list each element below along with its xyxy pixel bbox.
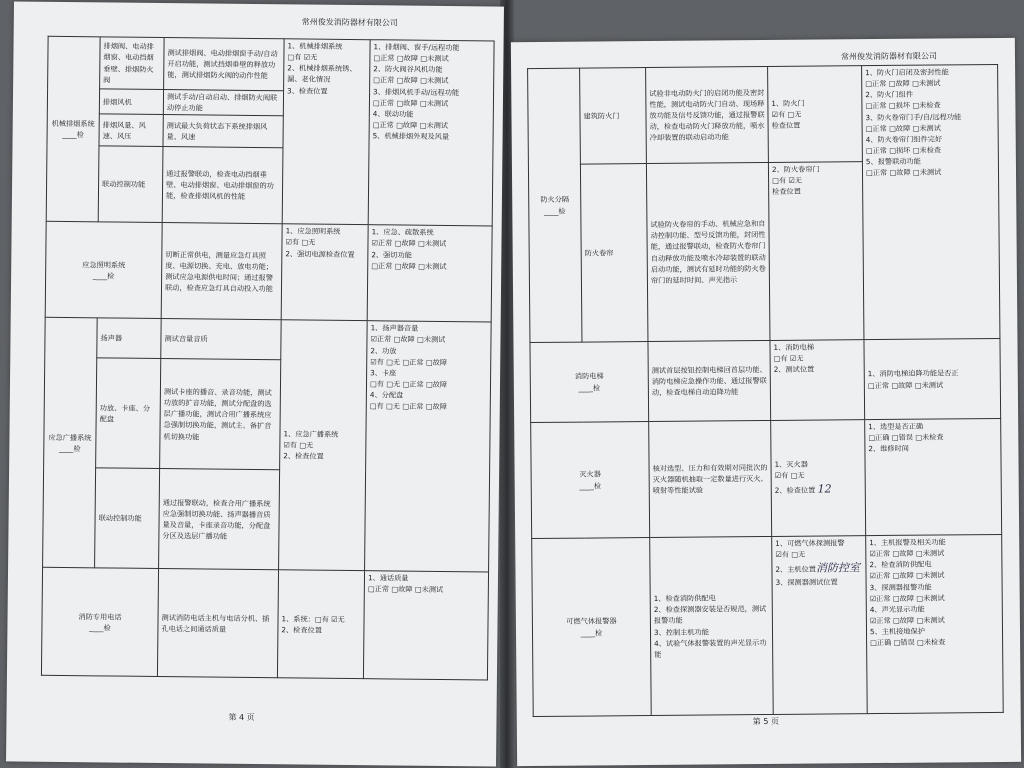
- result-cell: 1、扬声器音量 ☑正常 □故障 □未测试 2、功放 ☑有 □无 □正常 □故障 3、卡座 □有 □无 □正常 □故障 4、分配盘 □有 □无 □正常 □故障: [365, 321, 492, 572]
- section-smoke: 机械排烟系统 ____检: [46, 36, 100, 222]
- method-cell: 测试音量音质: [161, 319, 281, 360]
- item-cell: 功放、卡座、分配盘: [96, 358, 161, 469]
- check-cell: 2、防火卷帘门 □有 ☑无 检查位置: [768, 162, 864, 341]
- check-cell: 1、消防电梯 □有 ☑无 2、测试位置: [770, 340, 865, 421]
- result-cell: 1、应急、疏散系统 ☑正常 □故障 □未测试 2、强切功能 □正常 □故障 □未测试: [367, 225, 492, 322]
- table-row: [531, 418, 1002, 538]
- check-cell: 1、灭火器 ☑有 □无 2、检查位置 12: [771, 420, 866, 537]
- inspection-table-page4: [41, 36, 495, 681]
- method-cell: 试验非电动防火门的启闭功能及密封性能，测试电动防火门自动、现场释放功能及信号反馈功能，通过报警联动，检查电动防火门释放功能，喷水冷却装置的联动启动功能: [646, 66, 769, 163]
- table-row: [45, 222, 492, 323]
- item-cell: 排烟阀、电动排烟窗、电动挡烟垂壁、排烟防火阀: [100, 37, 165, 90]
- method-cell: 测试卡座的播音、录音功能，测试功放的扩音功能，测试分配盘的选层广播功能，测试合用广播系统应急强制切换功能，测试主、备扩音机切换功能: [160, 359, 281, 470]
- method-cell: 试验防火卷帘的手动、机械应急和自动控制功能、型号反馈功能，封闭性能，通过报警联动，检查防火卷帘门自动释放功能及喷水冷却装置的联动启动功能，测试有延时功能的防火卷帘门的延时时间、声光指示: [646, 162, 770, 341]
- table-row: [530, 338, 1001, 422]
- method-cell: 测试排烟阀、电动排烟窗手动/自动开启功能，测试挡烟垂壁的释放功能，测试排烟防火阀的动作性能: [164, 38, 285, 91]
- result-cell: 1、排烟阀、窗手/远程功能 □正常 □故障 □未测试 2、防火阀谷风机功能 □正常 □故障 □未测试 3、排烟风机手动/远程功能 □正常 □故障 □未测试 4、联动功能 □正常 □故障 □未测试 5、机械排烟外观及风量: [368, 40, 494, 227]
- table-row: [48, 36, 495, 93]
- method-cell: 测试首层按钮控制电梯回首层功能、消防电梯应急操作功能、通过报警联动，检查电梯自动迫降功能: [648, 340, 771, 421]
- table-row: [528, 64, 999, 164]
- result-cell: 1、主机报警及相关功能 ☑正常 □故障 □未测试 2、检查消防供配电 ☑正常 □故障 □未测试 3、探测器报警功能 ☑正常 □故障 □未测试 4、声光显示功能 ☑正常 □故障 □未测试 5、主机接地保护 □正确 □错误 □未检查: [866, 534, 1004, 713]
- table-row: [41, 568, 488, 681]
- check-cell: 1、应急照明系统 ☑有 □无 2、强切电源检查位置: [281, 224, 368, 321]
- page-4: [6, 1, 504, 766]
- item-cell: 排烟风机: [99, 89, 163, 115]
- section-gas-alarm: 可燃气体报警器 ____检: [532, 538, 652, 717]
- handwritten-note: 12: [817, 482, 832, 496]
- item-cell: 建筑防火门: [580, 68, 647, 165]
- table-row: [532, 534, 1004, 716]
- check-cell: 1、系统：□有 ☑无 2、检查位置: [277, 570, 364, 679]
- method-cell: 切断正常供电，测量应急灯具照度、电源切换、充电、放电功能；测试应急电源供电时间；通过报警联动，检查应急灯具自动投入功能: [161, 223, 282, 320]
- check-cell: 1、防火门 ☑有 □无 检查位置: [768, 66, 863, 163]
- result-cell: 1、通话质量 □正常 □故障 □未测试: [363, 571, 488, 680]
- method-cell: 测试最大负荷状态下系统排烟风量、风速: [163, 115, 283, 148]
- table-row: [45, 318, 491, 363]
- section-emergency: 应急照明系统 ____检: [45, 222, 162, 319]
- section-fire-separation: 防火分隔 ____检: [528, 68, 582, 342]
- page-number-4: 第 4 页: [228, 712, 255, 723]
- check-cell: 1、应急广播系统 ☑有 □无 2、检查位置: [279, 320, 368, 571]
- section-broadcast: 应急广播系统 ____检: [43, 318, 98, 569]
- method-cell: 1、检查消防供配电 2、检查探测器安装是否规范，测试报警功能 3、控制主机功能 4、试验气体报警装置的声光显示功能: [650, 536, 774, 715]
- section-phone: 消防专用电话 ____检: [41, 568, 158, 677]
- item-cell: 联动控制功能: [95, 468, 160, 569]
- method-cell: 通过报警联动，检查电动挡烟垂壁、电动排烟窗、电动排烟窗的功能，检查排烟风机的性能: [162, 147, 283, 224]
- result-cell: 1、选型是否正确 □正确 □错误 □未检查 2、维修时间: [865, 418, 1002, 535]
- method-cell: 通过报警联动，检查合用广播系统应急强制切换功能、扬声器播音质量及音量，卡座录音功能，分配盘分区及选层广播功能: [159, 469, 280, 570]
- section-elevator: 消防电梯 ____检: [530, 342, 649, 423]
- method-cell: 测试消防电话主机与电话分机、插孔电话之间通话质量: [157, 569, 278, 678]
- item-cell: 防火卷帘: [580, 164, 648, 343]
- company-header: 常州俊发消防器材有限公司: [301, 17, 398, 28]
- page-5: [511, 38, 1021, 766]
- result-cell: 1、防火门启闭及密封性能 □正常 □故障 □未测试 2、防火门组件 □正常 □损坏 □未检查 3、防火卷帘门手/自/远程功能 □正常 □故障 □未测试 4、防火卷帘门组件完好 □正常 □损坏 □未检查 5、报警联动功能 □正常 □故障 □未测试: [862, 64, 1000, 339]
- method-cell: 测试手动/自动启动、排烟防火阀联动停止功能: [163, 90, 283, 117]
- handwritten-note: 消防控室: [815, 561, 861, 575]
- inspection-table-page5: [527, 64, 1004, 717]
- item-cell: 排烟风量、风速、风压: [99, 114, 163, 147]
- page-number-5: 第 5 页: [752, 716, 780, 727]
- check-cell: 1、可燃气体探测报警 ☑有 □无 2、主机位置消防控室 3、探测器测试位置: [772, 536, 868, 715]
- item-cell: 联动控制功能: [98, 146, 163, 223]
- company-header: 常州俊发消防器材有限公司: [840, 51, 938, 62]
- item-cell: 扬声器: [97, 318, 161, 359]
- check-cell: 1、机械排烟系统 □有 ☑无 2、机械排烟系统锈、漏、老化情况 3、检查位置: [282, 39, 370, 225]
- method-cell: 核对选型、压力和有效期对同批次的灭火器随机抽取一定数量进行灭火、喷射等性能试验: [649, 420, 772, 537]
- section-extinguisher: 灭火器 ____检: [531, 422, 650, 539]
- result-cell: 1、消防电梯迫降功能是否正 □正常 □故障 □未测试: [864, 338, 1001, 419]
